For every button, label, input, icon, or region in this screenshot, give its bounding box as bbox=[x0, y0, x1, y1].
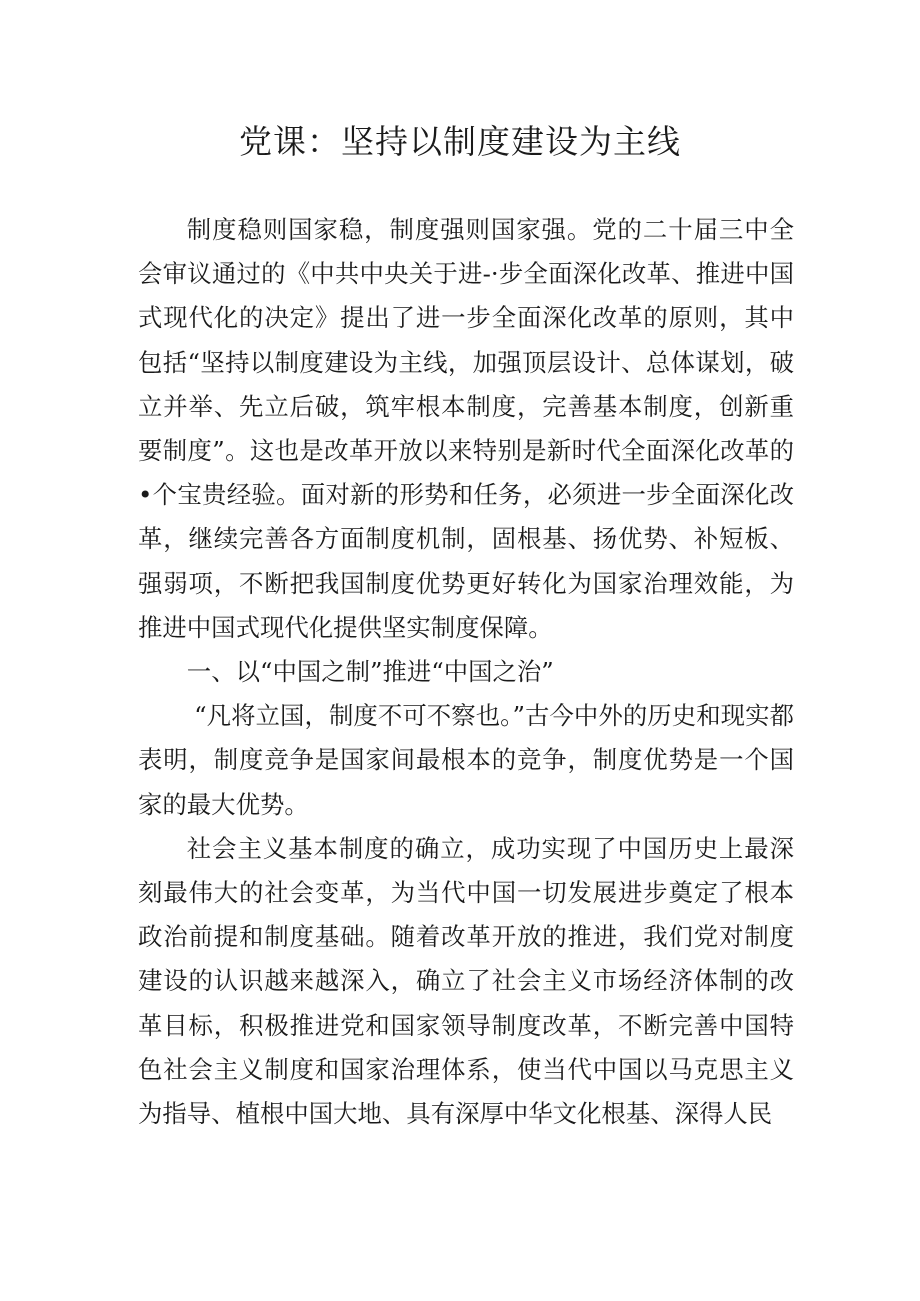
document-body bbox=[138, 208, 794, 1136]
paragraph-socialist-system: 社会主义基本制度的确立，成功实现了中国历史上最深刻最伟大的社会变革，为当代中国一切发展进步奠定了根本政治前提和制度基础。随着改革开放的推进，我们党对制度建设的认识越来越深入，确立了社会主义市场经济体制的改革目标，积极推进党和国家领导制度改革，不断完善中国特色社会主义制度和国家治理体系，使当代中国以马克思主义为指导、植根中国大地、具有深厚中华文化根基、深得人民 bbox=[138, 833, 794, 1129]
paragraph-quote: “凡将立国，制度不可不察也。”古今中外的历史和现实都表明，制度竞争是国家间最根本的竞争，制度优势是一个国家的最大优势。 bbox=[138, 701, 794, 819]
section-heading-1: 一、以“中国之制”推进“中国之治” bbox=[186, 657, 554, 687]
document-title: 党课：坚持以制度建设为主线 bbox=[239, 122, 681, 161]
paragraph-intro: 制度稳则国家稳，制度强则国家强。党的二十届三中全会审议通过的《中共中央关于进-·步全面深化改革、推进中国式现代化的决定》提出了进一步全面深化改革的原则，其中包括“坚持以制度建设为主线，加强顶层设计、总体谋划，破立并举、先立后破，筑牢根本制度，完善基本制度，创新重要制度”。这也是改革开放以来特别是新时代全面深化改革的•个宝贵经验。面对新的形势和任务，必须进一步全面深化改革，继续完善各方面制度机制，固根基、扬优势、补短板、强弱项，不断把我国制度优势更好转化为国家治理效能，为推进中国式现代化提供坚实制度保障。 bbox=[138, 215, 794, 642]
